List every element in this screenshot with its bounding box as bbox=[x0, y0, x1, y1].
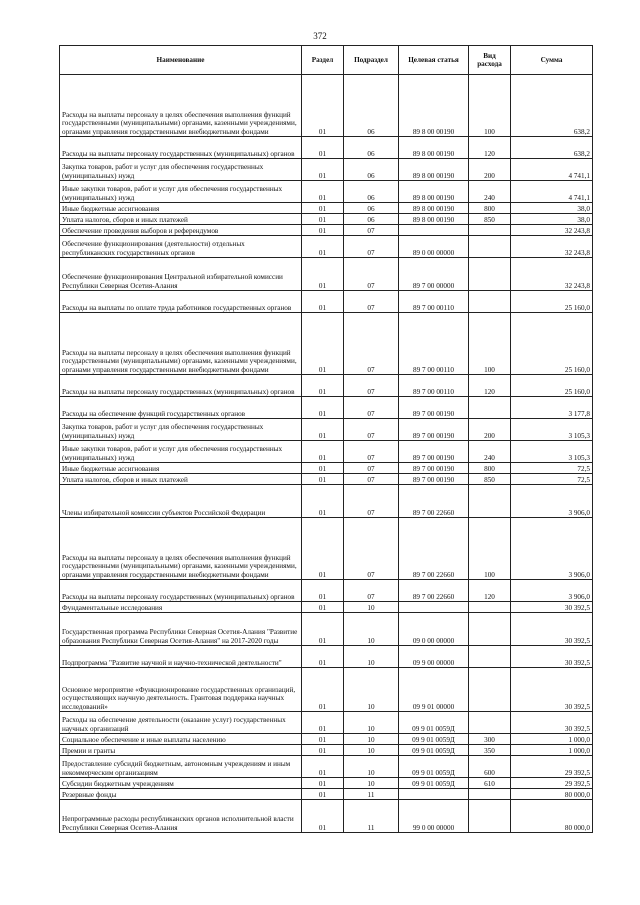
cell-vid bbox=[469, 668, 511, 712]
table-row bbox=[60, 291, 593, 313]
cell-razdel: 01 bbox=[302, 225, 344, 236]
cell-name: Расходы на выплаты персоналу государственных (муниципальных) органов bbox=[60, 137, 302, 159]
table-row bbox=[60, 375, 593, 397]
cell-summa: 1 000,0 bbox=[511, 734, 593, 745]
cell-razdel: 01 bbox=[302, 258, 344, 291]
cell-razdel: 01 bbox=[302, 236, 344, 258]
cell-statya: 89 8 00 00190 bbox=[399, 181, 469, 203]
cell-statya: 89 7 00 00110 bbox=[399, 375, 469, 397]
cell-razdel: 01 bbox=[302, 613, 344, 646]
cell-name: Расходы на выплаты по оплате труда работников государственных органов bbox=[60, 291, 302, 313]
table-row bbox=[60, 214, 593, 225]
table-row bbox=[60, 75, 593, 137]
cell-razdel: 01 bbox=[302, 291, 344, 313]
cell-podrazdel: 06 bbox=[344, 75, 399, 137]
cell-podrazdel: 07 bbox=[344, 258, 399, 291]
cell-summa: 80 000,0 bbox=[511, 789, 593, 800]
cell-podrazdel: 07 bbox=[344, 225, 399, 236]
cell-summa: 38,0 bbox=[511, 214, 593, 225]
cell-podrazdel: 07 bbox=[344, 397, 399, 419]
cell-name: Уплата налогов, сборов и иных платежей bbox=[60, 474, 302, 485]
cell-podrazdel: 06 bbox=[344, 159, 399, 181]
cell-razdel: 01 bbox=[302, 745, 344, 756]
cell-summa: 4 741,1 bbox=[511, 181, 593, 203]
cell-summa: 638,2 bbox=[511, 75, 593, 137]
cell-summa: 29 392,5 bbox=[511, 756, 593, 778]
cell-razdel: 01 bbox=[302, 646, 344, 668]
table-row bbox=[60, 236, 593, 258]
cell-podrazdel: 07 bbox=[344, 485, 399, 518]
cell-name: Иные бюджетные ассигнования bbox=[60, 463, 302, 474]
cell-vid bbox=[469, 225, 511, 236]
cell-summa: 25 160,0 bbox=[511, 375, 593, 397]
cell-razdel: 01 bbox=[302, 474, 344, 485]
table-header-row bbox=[60, 46, 593, 75]
cell-vid bbox=[469, 485, 511, 518]
cell-podrazdel: 07 bbox=[344, 236, 399, 258]
cell-summa: 1 000,0 bbox=[511, 745, 593, 756]
table-row bbox=[60, 463, 593, 474]
cell-vid bbox=[469, 258, 511, 291]
table-row bbox=[60, 778, 593, 789]
cell-razdel: 01 bbox=[302, 789, 344, 800]
cell-statya: 09 9 01 0059Д bbox=[399, 778, 469, 789]
cell-statya bbox=[399, 789, 469, 800]
cell-vid: 800 bbox=[469, 463, 511, 474]
cell-summa: 80 000,0 bbox=[511, 800, 593, 833]
cell-razdel: 01 bbox=[302, 485, 344, 518]
cell-name: Государственная программа Республики Северная Осетия-Алания "Развитие образования Республики Северная Осетия-Алания" на 2017-2020 годы bbox=[60, 613, 302, 646]
cell-name: Обеспечение проведения выборов и референдумов bbox=[60, 225, 302, 236]
cell-statya bbox=[399, 602, 469, 613]
cell-name: Фундаментальные исследования bbox=[60, 602, 302, 613]
table-row bbox=[60, 225, 593, 236]
cell-podrazdel: 06 bbox=[344, 137, 399, 159]
cell-statya: 89 8 00 00190 bbox=[399, 203, 469, 214]
cell-podrazdel: 10 bbox=[344, 602, 399, 613]
table-row bbox=[60, 441, 593, 463]
cell-summa: 32 243,8 bbox=[511, 258, 593, 291]
cell-razdel: 01 bbox=[302, 441, 344, 463]
cell-name: Предоставление субсидий бюджетным, автономным учреждениям и иным некоммерческим организациям bbox=[60, 756, 302, 778]
table-row bbox=[60, 203, 593, 214]
cell-summa: 72,5 bbox=[511, 463, 593, 474]
table-row bbox=[60, 419, 593, 441]
cell-podrazdel: 07 bbox=[344, 313, 399, 375]
cell-podrazdel: 10 bbox=[344, 745, 399, 756]
cell-razdel: 01 bbox=[302, 181, 344, 203]
cell-razdel: 01 bbox=[302, 214, 344, 225]
cell-podrazdel: 07 bbox=[344, 474, 399, 485]
table-row bbox=[60, 313, 593, 375]
cell-name: Основное мероприятие «Функционирование государственных организаций, осуществляющих научную деятельность. Грантовая поддержка научных исследований» bbox=[60, 668, 302, 712]
cell-podrazdel: 11 bbox=[344, 800, 399, 833]
cell-name: Расходы на обеспечение функций государственных органов bbox=[60, 397, 302, 419]
cell-vid: 100 bbox=[469, 75, 511, 137]
cell-vid: 100 bbox=[469, 518, 511, 580]
cell-summa: 30 392,5 bbox=[511, 646, 593, 668]
header-name: Наименование bbox=[60, 46, 302, 75]
cell-statya: 89 7 00 00190 bbox=[399, 463, 469, 474]
cell-statya: 89 0 00 00000 bbox=[399, 236, 469, 258]
cell-name: Премии и гранты bbox=[60, 745, 302, 756]
header-vid: Вид расхода bbox=[469, 46, 511, 75]
cell-statya: 09 9 00 00000 bbox=[399, 646, 469, 668]
cell-vid: 240 bbox=[469, 441, 511, 463]
cell-podrazdel: 07 bbox=[344, 518, 399, 580]
cell-statya: 89 7 00 00190 bbox=[399, 397, 469, 419]
table-row bbox=[60, 397, 593, 419]
cell-statya: 89 7 00 00190 bbox=[399, 441, 469, 463]
table-row bbox=[60, 258, 593, 291]
cell-razdel: 01 bbox=[302, 137, 344, 159]
cell-name: Иные бюджетные ассигнования bbox=[60, 203, 302, 214]
header-podrazdel: Подраздел bbox=[344, 46, 399, 75]
cell-podrazdel: 07 bbox=[344, 463, 399, 474]
cell-summa: 30 392,5 bbox=[511, 668, 593, 712]
cell-razdel: 01 bbox=[302, 159, 344, 181]
cell-vid bbox=[469, 789, 511, 800]
cell-vid: 300 bbox=[469, 734, 511, 745]
cell-statya: 89 8 00 00190 bbox=[399, 159, 469, 181]
cell-podrazdel: 10 bbox=[344, 646, 399, 668]
cell-razdel: 01 bbox=[302, 463, 344, 474]
cell-statya: 89 8 00 00190 bbox=[399, 214, 469, 225]
cell-name: Закупка товаров, работ и услуг для обеспечения государственных (муниципальных) нужд bbox=[60, 419, 302, 441]
table-row bbox=[60, 602, 593, 613]
cell-statya: 89 7 00 00190 bbox=[399, 474, 469, 485]
cell-name: Закупка товаров, работ и услуг для обеспечения государственных (муниципальных) нужд bbox=[60, 159, 302, 181]
cell-podrazdel: 10 bbox=[344, 668, 399, 712]
table-row bbox=[60, 668, 593, 712]
cell-razdel: 01 bbox=[302, 712, 344, 734]
cell-podrazdel: 07 bbox=[344, 375, 399, 397]
cell-razdel: 01 bbox=[302, 756, 344, 778]
cell-statya: 09 0 00 00000 bbox=[399, 613, 469, 646]
cell-summa: 3 105,3 bbox=[511, 441, 593, 463]
cell-vid bbox=[469, 291, 511, 313]
table-row bbox=[60, 518, 593, 580]
cell-razdel: 01 bbox=[302, 375, 344, 397]
cell-podrazdel: 06 bbox=[344, 214, 399, 225]
cell-podrazdel: 11 bbox=[344, 789, 399, 800]
cell-podrazdel: 07 bbox=[344, 419, 399, 441]
cell-vid: 200 bbox=[469, 419, 511, 441]
cell-vid: 600 bbox=[469, 756, 511, 778]
cell-statya bbox=[399, 225, 469, 236]
cell-statya: 09 9 01 00000 bbox=[399, 668, 469, 712]
cell-vid bbox=[469, 800, 511, 833]
cell-name: Уплата налогов, сборов и иных платежей bbox=[60, 214, 302, 225]
cell-name: Иные закупки товаров, работ и услуг для обеспечения государственных (муниципальных) нужд bbox=[60, 441, 302, 463]
table-row bbox=[60, 159, 593, 181]
cell-podrazdel: 06 bbox=[344, 203, 399, 214]
cell-razdel: 01 bbox=[302, 602, 344, 613]
cell-statya: 09 9 01 0059Д bbox=[399, 756, 469, 778]
cell-podrazdel: 10 bbox=[344, 734, 399, 745]
cell-vid: 100 bbox=[469, 313, 511, 375]
cell-statya: 89 7 00 00110 bbox=[399, 291, 469, 313]
cell-summa: 30 392,5 bbox=[511, 602, 593, 613]
cell-statya: 89 7 00 22660 bbox=[399, 518, 469, 580]
cell-vid: 350 bbox=[469, 745, 511, 756]
cell-statya: 89 7 00 00190 bbox=[399, 419, 469, 441]
cell-vid bbox=[469, 712, 511, 734]
cell-razdel: 01 bbox=[302, 734, 344, 745]
cell-name: Непрограммные расходы республиканских органов исполнительной власти Республики Северная Осетия-Алания bbox=[60, 800, 302, 833]
cell-vid: 240 bbox=[469, 181, 511, 203]
table-row bbox=[60, 734, 593, 745]
cell-statya: 09 9 01 0059Д bbox=[399, 745, 469, 756]
cell-podrazdel: 10 bbox=[344, 778, 399, 789]
cell-statya: 99 0 00 00000 bbox=[399, 800, 469, 833]
cell-name: Резервные фонды bbox=[60, 789, 302, 800]
table-row bbox=[60, 646, 593, 668]
cell-vid bbox=[469, 646, 511, 668]
cell-vid: 200 bbox=[469, 159, 511, 181]
cell-name: Иные закупки товаров, работ и услуг для обеспечения государственных (муниципальных) нужд bbox=[60, 181, 302, 203]
cell-vid bbox=[469, 236, 511, 258]
cell-vid: 610 bbox=[469, 778, 511, 789]
table-row bbox=[60, 745, 593, 756]
cell-statya: 89 7 00 00110 bbox=[399, 313, 469, 375]
cell-name: Субсидии бюджетным учреждениям bbox=[60, 778, 302, 789]
cell-razdel: 01 bbox=[302, 800, 344, 833]
cell-podrazdel: 07 bbox=[344, 441, 399, 463]
cell-summa: 32 243,8 bbox=[511, 225, 593, 236]
table-row bbox=[60, 137, 593, 159]
cell-razdel: 01 bbox=[302, 668, 344, 712]
cell-summa: 30 392,5 bbox=[511, 712, 593, 734]
cell-name: Расходы на выплаты персоналу в целях обеспечения выполнения функций государственными (муниципальными) органами, казенными учреждениями, органами управления государственными внебюджетными фондами bbox=[60, 518, 302, 580]
cell-razdel: 01 bbox=[302, 75, 344, 137]
cell-vid bbox=[469, 397, 511, 419]
cell-name: Расходы на выплаты персоналу в целях обеспечения выполнения функций государственными (муниципальными) органами, казенными учреждениями, органами управления государственными внебюджетными фондами bbox=[60, 313, 302, 375]
cell-summa: 4 741,1 bbox=[511, 159, 593, 181]
table-row bbox=[60, 800, 593, 833]
cell-summa: 638,2 bbox=[511, 137, 593, 159]
table-row bbox=[60, 789, 593, 800]
page-number: 372 bbox=[313, 31, 327, 41]
cell-podrazdel: 10 bbox=[344, 756, 399, 778]
cell-podrazdel: 06 bbox=[344, 181, 399, 203]
table-row bbox=[60, 712, 593, 734]
cell-vid: 120 bbox=[469, 137, 511, 159]
cell-podrazdel: 07 bbox=[344, 291, 399, 313]
cell-name: Члены избирательной комиссии субъектов Российской Федерации bbox=[60, 485, 302, 518]
cell-razdel: 01 bbox=[302, 419, 344, 441]
cell-statya: 89 7 00 22660 bbox=[399, 485, 469, 518]
header-statya: Целевая статья bbox=[399, 46, 469, 75]
cell-summa: 72,5 bbox=[511, 474, 593, 485]
cell-name: Обеспечение функционирования (деятельности) отдельных республиканских государственных органов bbox=[60, 236, 302, 258]
cell-vid: 850 bbox=[469, 474, 511, 485]
cell-summa: 30 392,5 bbox=[511, 613, 593, 646]
cell-name: Расходы на выплаты персоналу государственных (муниципальных) органов bbox=[60, 580, 302, 602]
table-row bbox=[60, 580, 593, 602]
cell-podrazdel: 10 bbox=[344, 712, 399, 734]
table-row bbox=[60, 181, 593, 203]
cell-vid: 120 bbox=[469, 580, 511, 602]
cell-name: Социальное обеспечение и иные выплаты населению bbox=[60, 734, 302, 745]
cell-statya: 89 8 00 00190 bbox=[399, 75, 469, 137]
cell-summa: 29 392,5 bbox=[511, 778, 593, 789]
cell-vid bbox=[469, 602, 511, 613]
cell-summa: 32 243,8 bbox=[511, 236, 593, 258]
cell-summa: 3 177,8 bbox=[511, 397, 593, 419]
cell-vid bbox=[469, 613, 511, 646]
cell-summa: 3 906,0 bbox=[511, 485, 593, 518]
cell-summa: 38,0 bbox=[511, 203, 593, 214]
cell-vid: 800 bbox=[469, 203, 511, 214]
cell-statya: 09 9 01 0059Д bbox=[399, 734, 469, 745]
table-row bbox=[60, 756, 593, 778]
cell-summa: 3 105,3 bbox=[511, 419, 593, 441]
cell-razdel: 01 bbox=[302, 397, 344, 419]
table-row bbox=[60, 485, 593, 518]
cell-summa: 25 160,0 bbox=[511, 291, 593, 313]
cell-podrazdel: 10 bbox=[344, 613, 399, 646]
header-summa: Сумма bbox=[511, 46, 593, 75]
cell-summa: 3 906,0 bbox=[511, 580, 593, 602]
cell-summa: 25 160,0 bbox=[511, 313, 593, 375]
cell-vid: 850 bbox=[469, 214, 511, 225]
cell-name: Расходы на выплаты персоналу государственных (муниципальных) органов bbox=[60, 375, 302, 397]
cell-name: Подпрограмма "Развитие научной и научно-технической деятельности" bbox=[60, 646, 302, 668]
cell-razdel: 01 bbox=[302, 778, 344, 789]
cell-razdel: 01 bbox=[302, 580, 344, 602]
cell-podrazdel: 07 bbox=[344, 580, 399, 602]
cell-razdel: 01 bbox=[302, 313, 344, 375]
header-razdel: Раздел bbox=[302, 46, 344, 75]
cell-name: Расходы на выплаты персоналу в целях обеспечения выполнения функций государственными (муниципальными) органами, казенными учреждениями, органами управления государственными внебюджетными фондами bbox=[60, 75, 302, 137]
cell-name: Обеспечение функционирования Центральной избирательной комиссии Республики Северная Осетия-Алания bbox=[60, 258, 302, 291]
cell-name: Расходы на обеспечение деятельности (оказание услуг) государственных научных организаций bbox=[60, 712, 302, 734]
budget-table bbox=[59, 45, 593, 833]
cell-razdel: 01 bbox=[302, 203, 344, 214]
cell-vid: 120 bbox=[469, 375, 511, 397]
cell-statya: 09 9 01 0059Д bbox=[399, 712, 469, 734]
cell-statya: 89 7 00 00000 bbox=[399, 258, 469, 291]
cell-statya: 89 7 00 22660 bbox=[399, 580, 469, 602]
cell-summa: 3 906,0 bbox=[511, 518, 593, 580]
cell-statya: 89 8 00 00190 bbox=[399, 137, 469, 159]
cell-razdel: 01 bbox=[302, 518, 344, 580]
table-row bbox=[60, 613, 593, 646]
table-row bbox=[60, 474, 593, 485]
